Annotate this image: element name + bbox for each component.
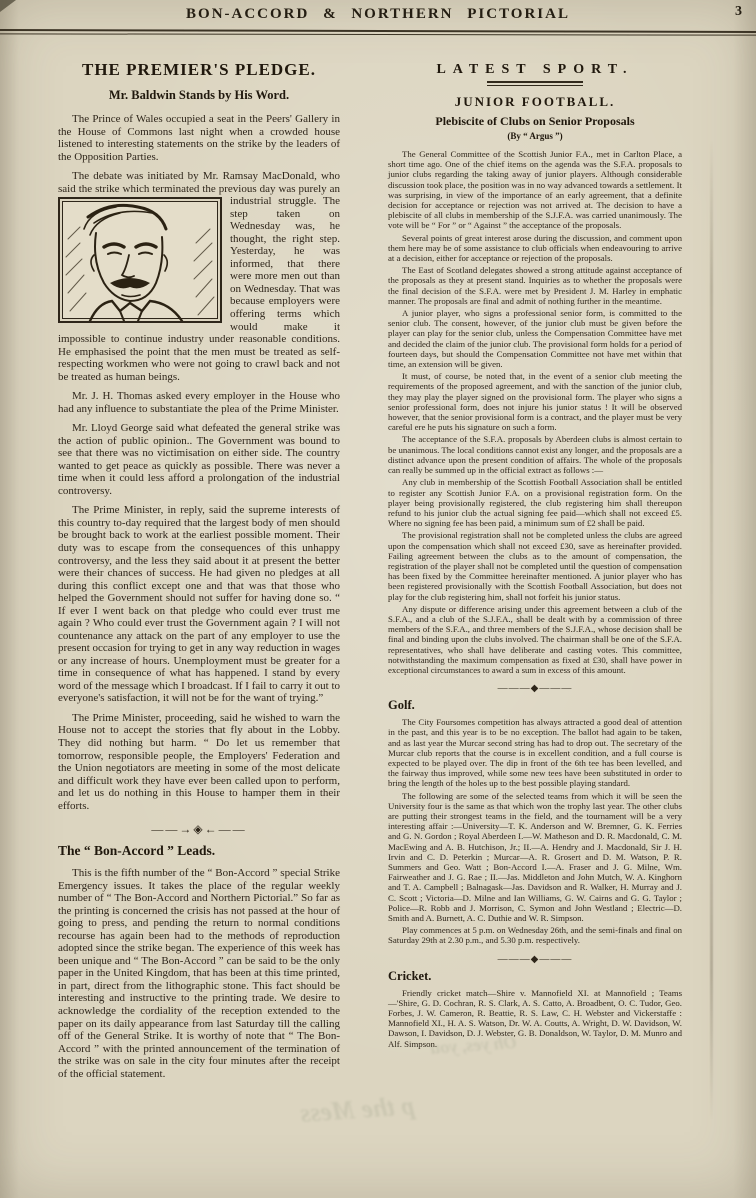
- paragraph: Mr. J. H. Thomas asked every employer in the House who had any influence to substantiate the plea of the Prime Minister.: [58, 390, 340, 415]
- paragraph: Friendly cricket match—Shire v. Mannofield XI. at Mannofield ; Teams—'Shire, G. D. Cochran, R. S. Clark, A. S. Catto, A. Broadbent, O. C. Tudor, Geo. Forbes, J. W. Cameron, R. Beattie, R. S. Law, C. H. Webster and Vickerstaffe : Mannofield XI., H. A. S. Watson, Dr. W. A. Coutts, A. Wright, D. W. Davidson, W. Dawson, I. Davidson, D. J. Webster, G. B. Donaldson, W. Taylor, D. M. Munro and Alf. Simpson.: [388, 987, 682, 1049]
- paragraph: The provisional registration shall not be completed unless the clubs are agreed upon the compensation which shall not exceed £30, save as hereinafter provided. Failing agreement between the clubs as to the amount of compensation, the registration of the player shall not be completed until the question of compensation has been fixed by the Committee hereinafter mentioned. A junior player who has been registered provisionally with the Scottish Football Association, but does not play for the club registering him, shall not forfeit his junior status.: [388, 530, 682, 602]
- paragraph-wrap: was purely an industrial struggle. The step taken on Wednesday was, he thought, the right step. Yesterday, he was informed, that there were more men out than on Wednesday. That was because employers were offering terms which would make it impossible to continue industry under reasonable conditions. He emphasised the point that the men must be treated as self-respecting workmen who were not going to crawl back: [58, 182, 340, 371]
- show-through-ghost-text: Oh yes, you: [429, 1032, 518, 1058]
- article-title-premiers-pledge: THE PREMIER'S PLEDGE.: [81, 60, 316, 79]
- cricket-body: [388, 988, 682, 1049]
- paragraph: The East of Scotland delegates showed a strong attitude against acceptance of the proposals as they at present stand. Inquiries as to whether the proposals were the final decision of the S.F.A. were met by President J. M. Harley in emphatic manner. The proposals are final and admit of nothing further in the meantime.: [388, 265, 682, 306]
- paragraph: This is the fifth number of the “ Bon-Accord ” special Strike Emergency issues. It takes the place of the regular weekly number of “ The Bon-Accord and Northern Pictorial.” So far as the printing is concerned the crisis has not passed at the hour of going to press, and pending the return to normal conditions recourse has again been had to the methods of reproduction adopted since the strike began. The experience of this week has been unique and “ The Bon-Accord ” can be said to be the only paper in the United Kingdom, that has been at this time printed, in part, direct from the lithographic stone. This fact should be interesting and instructive to the printing trade. We desire to acknowledge the cordiality of the reception extended to the paper on its daily appearance from last Saturday till the calling off of the General Strike. It is worthy of note that “ The Bon-Accord ” with the printed announcement of the termination of the strike was on sale in the city four minutes after the receipt of the official statement.: [58, 867, 340, 1080]
- section-heading-golf: Golf.: [388, 698, 415, 713]
- section-heading-cricket: Cricket.: [388, 968, 432, 983]
- paragraph: It must, of course, be noted that, in the event of a senior club meeting the requirements of the proposed agreement, and with the sanction of the junior club, they may play the player signed on the provisional form. The player who signs a senior professional form, does not injure his junior status ! It will be observed however, that the senior provisional form is a contract, and the player must be very careful ere he puts his signature on such a form.: [388, 371, 682, 433]
- paragraph-tail: and not be treated as human beings.: [58, 358, 340, 383]
- paragraph: The Prince of Wales occupied a seat in the Peers' Gallery in the House of Commons last night when a crowded house listened to interesting statements on the strike by the leaders of the Opposition Parties.: [58, 113, 340, 163]
- ornamental-divider: ———◆———: [497, 683, 573, 695]
- paragraph: Any club in membership of the Scottish Football Association shall be entitled to register any Scottish Junior F.A. on a provisional registration form. On the player being provisionally registered, the club registering him shall thereupon refund to his junior club the actual signing fee paid—which shall not exceed £5. Where no signing fee has been paid, a minimum sum of £2 shall be paid.: [388, 477, 682, 529]
- junior-football-body: [388, 149, 682, 675]
- page-number: 3: [735, 4, 742, 19]
- portrait-image: [58, 197, 222, 323]
- paragraph: The Prime Minister, proceeding, said he wished to warn the House not to accept the stories that fly about in the Lobby. They did nothing but harm. “ Do let us remember that tomorrow, responsible people, the Employers' Federation and the Union negotiators are meeting in some of the most delicate and difficult work they have ever been called upon to perform, and let us do nothing in this House to hamper them in their efforts.: [58, 711, 340, 812]
- column-layout: [58, 52, 682, 1087]
- article-title-junior-football: JUNIOR FOOTBALL.: [454, 94, 616, 109]
- paper-crease: [710, 140, 713, 1120]
- paragraph: The Prime Minister, in reply, said the supreme interests of this country to-day required that the largest body of men should be brought back to work at the earliest possible moment. Their duty was to escape from the consequences of this unhappy controversy, and the less they said about it at present the better were their chances of success. He had given no pledges at all during this conflict except one and that was that those who helped the Government should not suffer for having done so. “ If ever I went back on that pledge who could ever trust me again ? Who could ever trust the Government again ? I will not countenance any attack on the part of any employer to use the present occasion for trying to get in any way reduction in wages or any increase of hours. Unemployment must be greater for a time in consequence of what has happened. I stand by every word of the message which I broadcast. If I fail to carry it out to everyone's satisfaction, it will not be for the want of trying.”: [58, 504, 340, 705]
- paragraph-with-portrait: [58, 170, 340, 383]
- section-title-latest-sport: LATEST SPORT.: [436, 62, 634, 77]
- paragraph: Several points of great interest arose during the discussion, and comment upon them here may be of some assistance to club officials when endeavouring to arrive at a decision, either for acceptance or rejection of the proposals.: [388, 232, 682, 264]
- masthead-title: BON-ACCORD & NORTHERN PICTORIAL: [186, 6, 570, 22]
- paragraph: Mr. Lloyd George said what defeated the general strike was the action of public opinion.. The Government was bound to see that there was no victimisation on either side. The country wanted to get peace as quickly as possible. There was never a time when it could less afford a prolongation of the industrial controversy.: [58, 422, 340, 497]
- byline-argus: (By “ Argus ”): [507, 131, 563, 141]
- article-title-bon-accord-leads: The “ Bon-Accord ” Leads.: [58, 843, 216, 859]
- paragraph: Play commences at 5 p.m. on Wednesday 26th, and the semi-finals and final on Saturday 29th at 2.30 p.m., and 5.30 p.m. respectively.: [388, 925, 682, 946]
- paragraph: A junior player, who signs a professional senior form, is committed to the senior club. The consent, however, of the junior club must be given before the player can play for the senior club, unless the Compensation Committee have met and decided the claim of the junior club. The provisional form holds for a period of fourteen days, but should the Compensation Committee not have met within that time, an extension will be given.: [388, 308, 682, 370]
- right-column: [388, 52, 682, 1087]
- ornamental-divider: ———◆———: [497, 953, 573, 965]
- paragraph-lead: The debate was initiated by Mr. Ramsay MacDonald, who said the strike which terminated the previous day: [58, 170, 340, 195]
- article-subtitle-baldwin: Mr. Baldwin Stands by His Word.: [108, 88, 290, 102]
- paragraph: The following are some of the selected teams from which it will be seen the University four is the same as that which won the trophy last year. The other clubs are putting their strongest teams in the field, and the tournament will be a very interesting affair :—University—T. K. Anderson and W. Bremner, G. K. Ferries and G. N. Gordon ; Royal Aberdeen I.—W. Matheson and D. R. Macdonald, C. M. MacEwing and A. B. Hutchison, Jr.; II.—A. Hendry and J. Macdonald, Sir J. H. Irvin and C. D. Peterkin ; Murcar—A. R. Grosert and D. M. Watson, P. R. Summers and Geo. Watt ; Bon-Accord I.—A. Fraser and J. G. Milne, Wm. Fairweather and J. G. Rae ; II.—Jas. Middleton and John Mutch, W. A. Kinghorn and T. A. Campbell ; Balnagask—Jas. Davidson and R. Walker, H. Murray and J. C. Scott ; Victoria—D. Milne and Ian Williams, G. W. Cairns and G. G. Taylor ; Police—R. Robb and J. Morrison, C. Symon and John Westland ; Electric—D. Smith and A. Burnett, A. C. Duthie and W. R. Simpson.: [388, 790, 682, 924]
- paragraph: Any dispute or difference arising under this agreement between a club of the S.F.A., and a club of the S.J.F.A., shall be dealt with by a commission of three members of the S.F.A., and three members of the S.J.F.A., whose decision shall be final and binding upon the clubs involved. The chairman shall be one of the S.F.A. representatives, who shall have deliberate and casting votes. This committee, notwithstanding the maximum compensation as fixed at £30, shall have power in exceptional circumstances to award a sum in excess of this amount.: [388, 603, 682, 675]
- section-title-rule: [487, 81, 583, 86]
- golf-body: [388, 717, 682, 945]
- paragraph: The City Foursomes competition has always attracted a good deal of attention in the past, and this year is to be no exception. The ballot had again to be taken, and as last year the Murcar second string has had to drop out. The secretary of the Murcar club reports that the course is in excellent condition, and a full course is expected to be played over. The dip in front of the 6th tee has been levelled, and the fairway thus improved, while some new tees have been substituted in order to bring the length of the holes up to the best possible playing standard.: [388, 717, 682, 789]
- paragraph: The General Committee of the Scottish Junior F.A., met in Carlton Place, a short time ago. One of the chief items on the agenda was the S.F.A. proposals to junior clubs regarding the taking away of junior players. Although considerable discussion took place, the position was in no way advanced towards a settlement. It was surprising, in view of the importance of an early agreement, that a definite decision for acceptance or rejection was not arrived at. The decision to have a plebiscite of all clubs in membership of the S.J.F.A. was carried unanimously. The vote will be “ For ” or “ Against ” the acceptance of the proposals.: [388, 149, 682, 231]
- article-subtitle-plebiscite: Plebiscite of Clubs on Senior Proposals: [435, 114, 635, 128]
- show-through-ghost-text: p the Mess: [299, 1091, 415, 1128]
- header-rule: [0, 30, 756, 36]
- engraved-portrait-icon: [60, 199, 220, 321]
- paragraph: The acceptance of the S.F.A. proposals by Aberdeen clubs is almost certain to be unanimous. The local conditions cannot exist any longer, and the proposals are a distinct advance upon the present condition of affairs. The whole of the proposals can really be summed up in the official extract as follows :—: [388, 434, 682, 476]
- ornamental-divider: ——→◈←——: [151, 822, 247, 837]
- left-column: [58, 52, 340, 1087]
